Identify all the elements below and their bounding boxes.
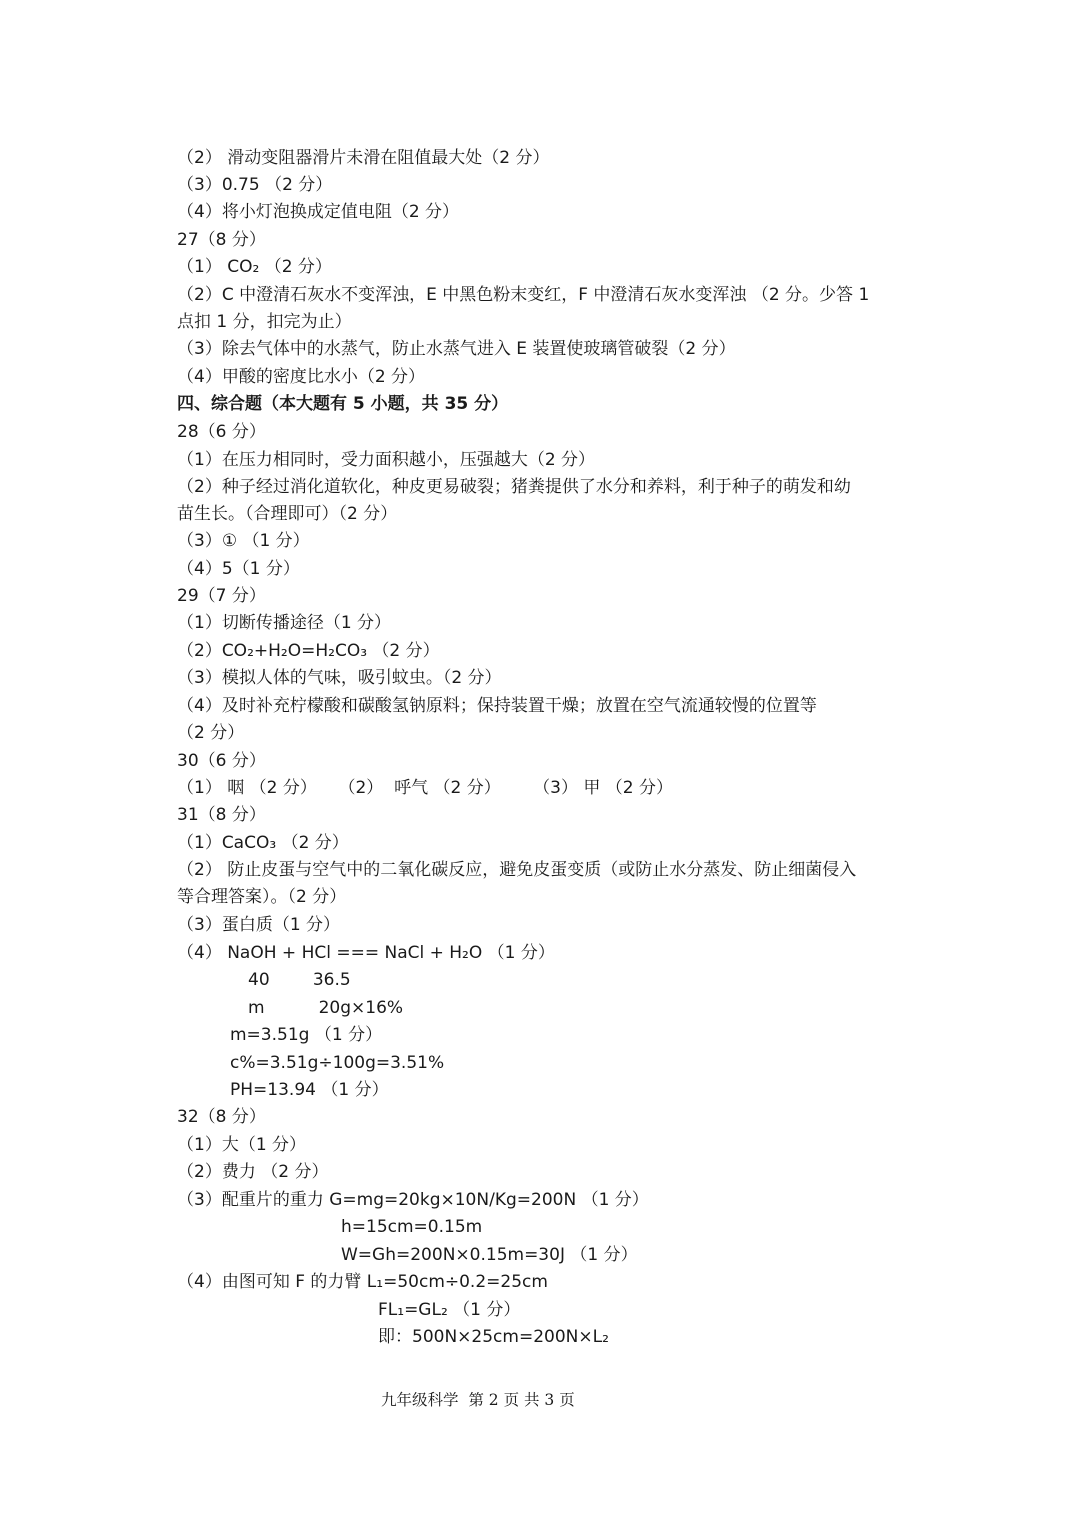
text-line: （2）种子经过消化道软化，种皮更易破裂；猪粪提供了水分和养料，利于种子的萌发和幼 [177, 477, 851, 497]
text-line: （1）在压力相同时，受力面积越小，压强越大（2 分） [177, 450, 596, 470]
text-line: 点扣 1 分，扣完为止） [177, 312, 352, 332]
calc-line: PH=13.94 （1 分） [230, 1080, 389, 1100]
text-line: （3）0.75 （2 分） [177, 175, 333, 195]
text-line: （4）5（1 分） [177, 559, 300, 579]
question-number: 27（8 分） [177, 230, 266, 250]
calc-line: m=3.51g （1 分） [230, 1025, 383, 1045]
calc-line: h=15cm=0.15m [341, 1217, 483, 1237]
text-line: （3）配重片的重力 G=mg=20kg×10N/Kg=200N （1 分） [177, 1190, 649, 1210]
text-line: （3）除去气体中的水蒸气，防止水蒸气进入 E 装置使玻璃管破裂（2 分） [177, 339, 736, 359]
text-line: （1）大（1 分） [177, 1135, 307, 1155]
text-line: （3）蛋白质（1 分） [177, 915, 341, 935]
calc-line: FL₁=GL₂ （1 分） [378, 1300, 521, 1320]
text-line: （2）C 中澄清石灰水不变浑浊，E 中黑色粉末变红，F 中澄清石灰水变浑浊 （2 分。少答 1 [177, 285, 870, 305]
text-line: （2） 防止皮蛋与空气中的二氧化碳反应，避免皮蛋变质（或防止水分蒸发、防止细菌侵入 [177, 860, 857, 880]
calc-line: m 20g×16% [248, 998, 404, 1018]
question-number: 30（6 分） [177, 751, 266, 771]
text-line: （1） 咽 （2 分） （2） 呼气 （2 分） （3） 甲 （2 分） [177, 778, 673, 798]
text-line: （1）切断传播途径（1 分） [177, 613, 392, 633]
text-line: （1）CaCO₃ （2 分） [177, 833, 349, 853]
text-line: （4） NaOH + HCl === NaCl + H₂O （1 分） [177, 943, 555, 963]
calc-line: W=Gh=200N×0.15m=30J （1 分） [341, 1245, 638, 1265]
calc-line: 40 36.5 [248, 970, 351, 990]
question-number: 29（7 分） [177, 586, 266, 606]
text-line: （1） CO₂ （2 分） [177, 257, 332, 277]
text-line: （2）费力 （2 分） [177, 1162, 329, 1182]
text-line: （3）① （1 分） [177, 531, 310, 551]
text-line: （2）CO₂+H₂O=H₂CO₃ （2 分） [177, 641, 440, 661]
text-line: （2 分） [177, 723, 245, 743]
text-line: （3）模拟人体的气味，吸引蚊虫。（2 分） [177, 668, 502, 688]
text-line: 等合理答案）。（2 分） [177, 887, 347, 907]
text-line: （4）将小灯泡换成定值电阻（2 分） [177, 202, 460, 222]
calc-line: 即：500N×25cm=200N×L₂ [378, 1327, 609, 1347]
question-number: 31（8 分） [177, 805, 266, 825]
text-line: （4）由图可知 F 的力臂 L₁=50cm÷0.2=25cm [177, 1272, 548, 1292]
text-line: 苗生长。（合理即可）（2 分） [177, 504, 398, 524]
calc-line: c%=3.51g÷100g=3.51% [230, 1053, 445, 1073]
text-line: （4）甲酸的密度比水小（2 分） [177, 367, 426, 387]
page-footer: 九年级科学 第 2 页 共 3 页 [381, 1391, 575, 1409]
question-number: 32（8 分） [177, 1107, 266, 1127]
text-line: （2） 滑动变阻器滑片未滑在阻值最大处（2 分） [177, 148, 550, 168]
question-number: 28（6 分） [177, 422, 266, 442]
text-line: （4）及时补充柠檬酸和碳酸氢钠原料；保持装置干燥；放置在空气流通较慢的位置等 [177, 696, 817, 716]
section-heading: 四、综合题（本大题有 5 小题，共 35 分） [177, 394, 509, 414]
